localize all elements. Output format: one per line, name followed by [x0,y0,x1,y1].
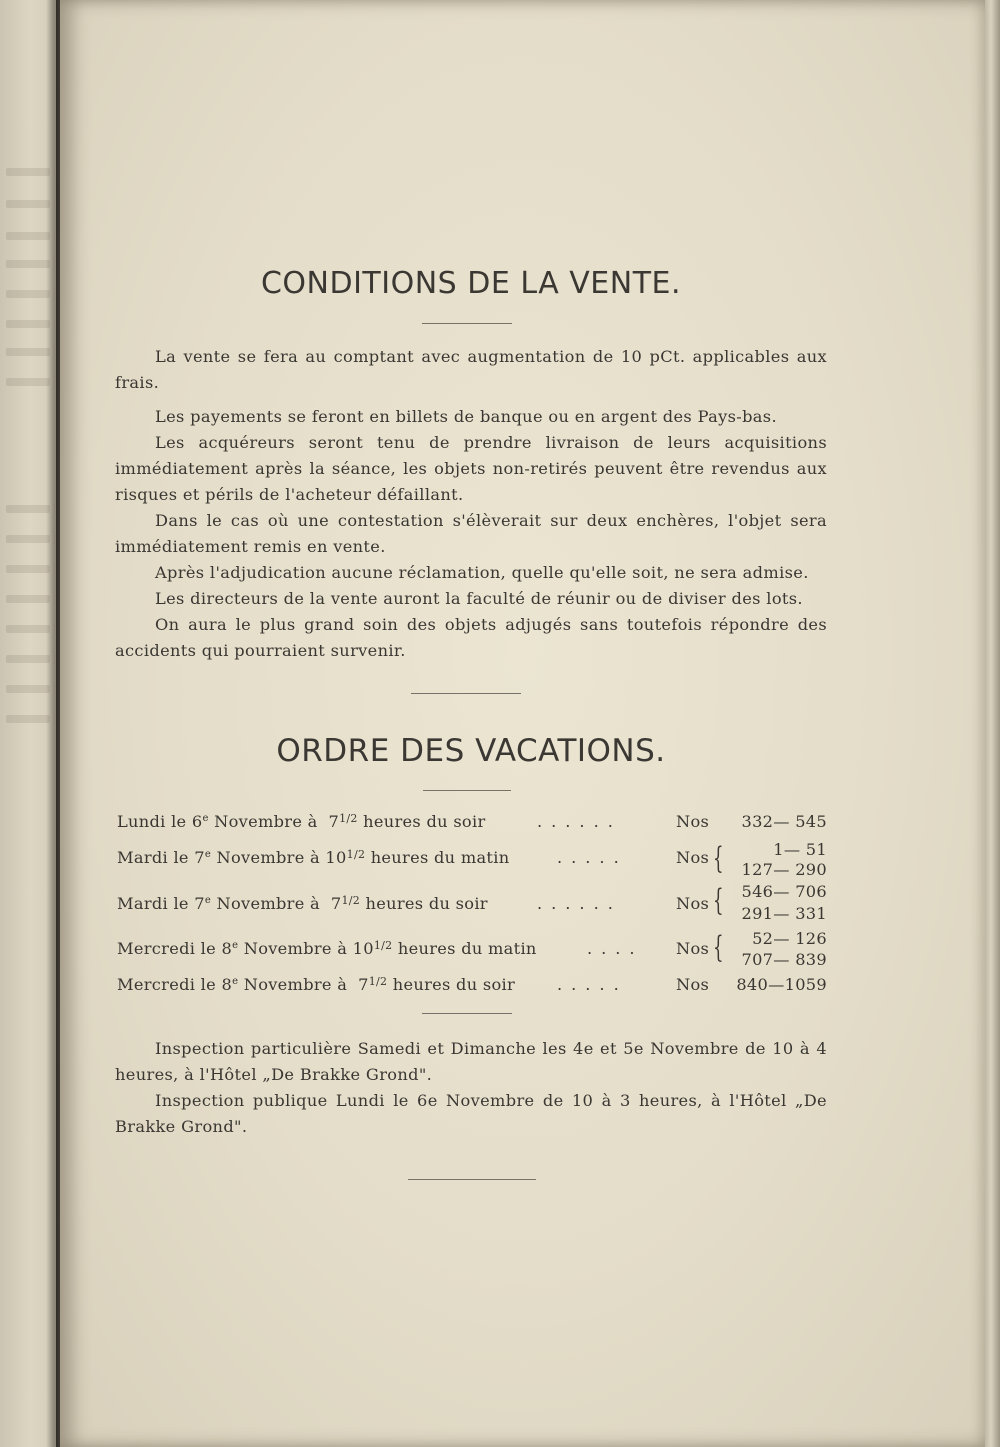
lot-range: 546— 706 [741,882,827,901]
condition-paragraph-6: Les directeurs de la vente auront la faculté de réunir ou de diviser des lots. [155,589,803,608]
left-page-edge [0,0,56,1447]
nos-label: Nos [676,975,710,994]
catalogue-page [60,0,985,1447]
condition-paragraph-4: Dans le cas où une contestation s'élèverait sur deux enchères, l'objet sera immédiatement remis en vente. [115,511,827,556]
lot-range: 127— 290 [741,860,827,879]
vacation-row: Mardi le 7e Novembre à $7^{1/2}$ heures du soir ...... Nos { 546— 706 291— 331 [117,882,827,923]
condition-paragraph-2: Les payements se feront en billets de banque ou en argent des Pays-bas. [155,407,777,426]
brace: { [713,883,724,918]
brace: { [713,930,724,965]
closing-rule [408,1179,536,1180]
inspection-paragraph-1: Inspection particulière Samedi et Dimanche les 4e et 5e Novembre de 10 à 4 heures, à l'Hôtel „De Brakke Grond". [115,1039,827,1084]
nos-label: Nos [676,894,710,913]
condition-paragraph-7: On aura le plus grand soin des objets adjugés sans toutefois répondre des accidents qui pourraient survenir. [115,615,827,660]
condition-paragraph-1: La vente se fera au comptant avec augmentation de 10 pCt. applicables aux frais. [115,347,827,392]
vacation-row: Mercredi le 8e Novembre à $10^{1/2}$ heures du matin .... Nos { 52— 126 707— 839 [117,929,827,969]
nos-label: Nos [676,848,710,867]
section-divider [422,1013,512,1014]
condition-paragraph-3: Les acquéreurs seront tenu de prendre livraison de leurs acquisitions immédiatement après la séance, les objets non-retirés peuvent être revendus aux risques et périls de l'acheteur défaillant. [115,433,827,504]
condition-paragraph-5: Après l'adjudication aucune réclamation, quelle qu'elle soit, ne sera admise. [155,563,809,582]
nos-label: Nos [676,812,710,831]
vacation-row: Mercredi le 8e Novembre à $7^{1/2}$ heures du soir ..... Nos 840—1059 [117,975,827,994]
lot-range: 840—1059 [736,975,827,994]
lot-range: 332— 545 [741,812,827,831]
lot-range: 707— 839 [741,950,827,969]
title-rule [423,790,511,791]
vacations-title: ORDRE DES VACATIONS. [276,733,666,769]
conditions-title: CONDITIONS DE LA VENTE. [260,266,682,301]
vacation-row: Mardi le 7e Novembre à $10^{1/2}$ heures du matin ..... Nos { 1— 51 127— 290 [117,840,827,879]
right-page-edge [985,0,1000,1447]
vacation-row: Lundi le 6e Novembre à $7^{1/2}$ heures du soir ...... Nos 332— 545 [117,812,827,831]
nos-label: Nos [676,939,710,958]
title-rule [422,323,512,324]
lot-range: 52— 126 [752,929,827,948]
inspection-paragraph-2: Inspection publique Lundi le 6e Novembre de 10 à 3 heures, à l'Hôtel „De Brakke Grond". [115,1091,827,1136]
lot-range: 1— 51 [773,840,827,859]
lot-range: 291— 331 [741,904,827,923]
section-divider [411,693,521,694]
brace: { [713,841,724,876]
